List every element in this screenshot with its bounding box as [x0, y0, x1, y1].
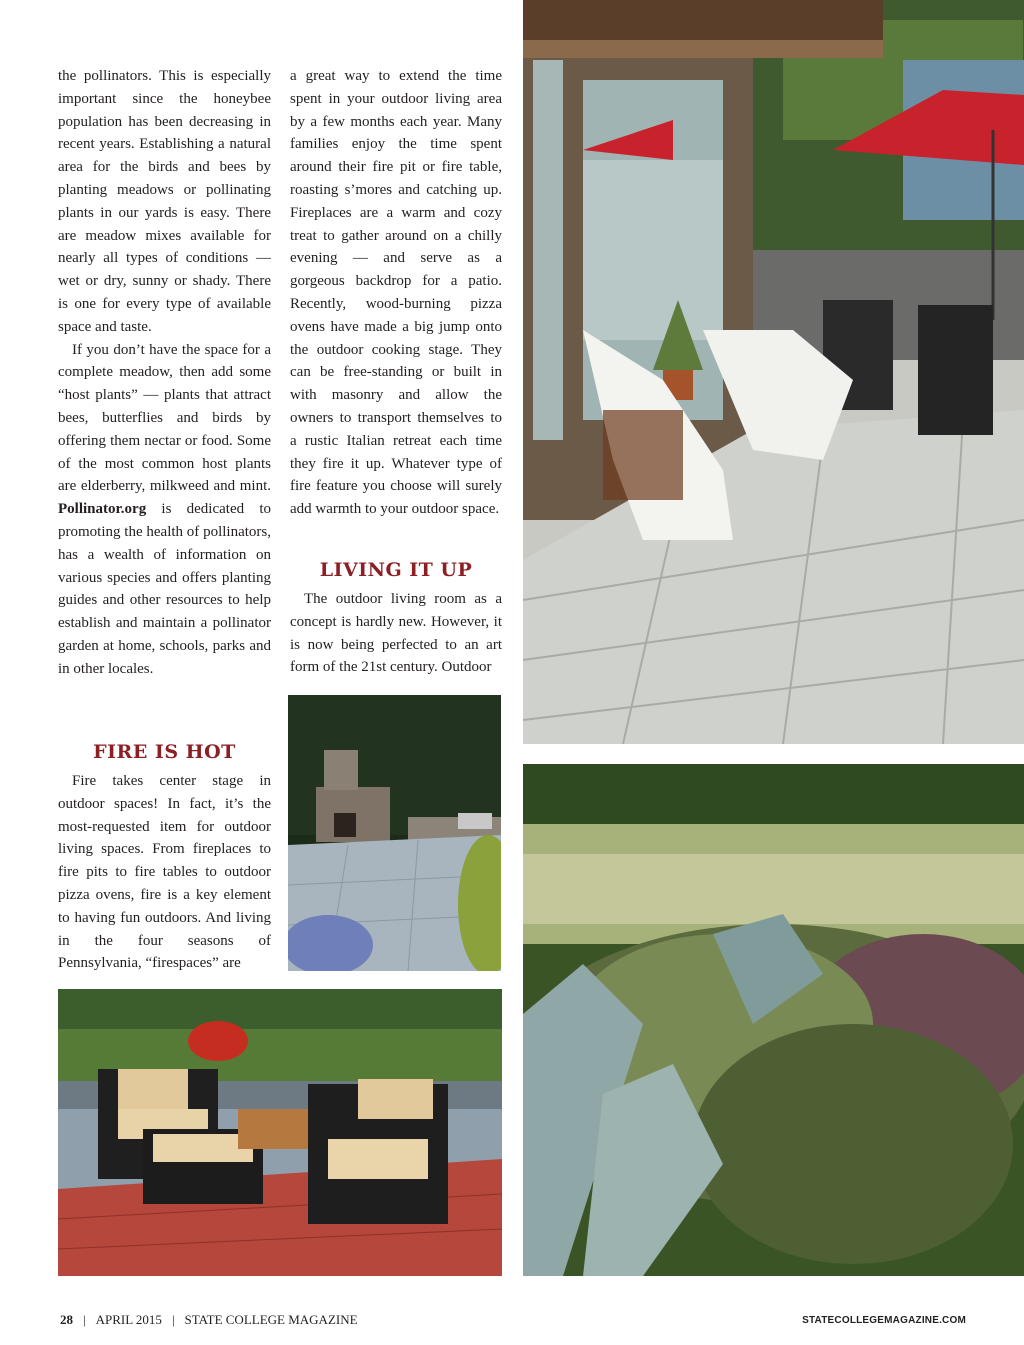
article-column-fire	[58, 770, 271, 975]
paragraph-fire: Fire takes center stage in outdoor spaces! In fact, it’s the most-requested item for outdoor living spaces. From fireplaces to fire pits to fire tables to outdoor pizza ovens, fire is a key element to having fun outdoors. And living in the four seasons of Pennsylvania, “firespaces” are	[58, 773, 271, 972]
article-column-living	[290, 588, 502, 679]
footer-separator: |	[83, 1312, 86, 1327]
magazine-name: STATE COLLEGE MAGAZINE	[184, 1312, 358, 1327]
issue-date: APRIL 2015	[95, 1312, 162, 1327]
page-number: 28	[60, 1312, 73, 1327]
heading-living-it-up: LIVING IT UP	[319, 559, 473, 581]
pollinator-org-link-text: Pollinator.org	[58, 501, 147, 518]
paragraph-fire-continued: a great way to extend the time spent in your outdoor living area by a few months each year. Many families enjoy the time spent around their fire pit or fire table, roasting s’mores and catching up. Fireplaces are a warm and cozy treat to gather around on a chilly evening — and serve as a gorgeous backdrop for a patio. Recently, wood-burning pizza ovens have made a big jump onto the outdoor cooking stage. They can be free-standing or built in with masonry and allow the owners to transport themselves to a rustic Italian retreat each time they fire it up. Whatever type of fire feature you choose will surely add warmth to your outdoor space.	[290, 68, 502, 518]
wicker-chairs-patio-photo	[58, 989, 502, 1276]
paragraph-host-plants: If you don’t have the space for a complete meadow, then add some “host plants” — plants that attract bees, butterflies and birds by offering them nectar or food. Some of the most common host plants are elderberry, milkweed and mint. Pollinator.org is dedicated to promoting the health of pollinators, has a wealth of information on various species and offers planting guides and other resources to help establish and maintain a pollinator garden at home, schools, parks and in other locales.	[58, 341, 271, 677]
website-url: STATECOLLEGEMAGAZINE.COM	[802, 1315, 966, 1326]
paragraph-pollinators: the pollinators. This is especially important since the honeybee population has been decreasing in recent years. Establishing a natural area for the birds and bees by planting meadows or pollinating plants in our yards is easy. There are meadow mixes available for nearly all types of conditions — wet or dry, sunny or shady. There is one for every type of available space and taste.	[58, 68, 271, 335]
footer-separator: |	[171, 1312, 175, 1327]
heading-fire-is-hot: FIRE IS HOT	[93, 741, 236, 763]
kale-garden-photo	[523, 764, 1024, 1276]
paragraph-living: The outdoor living room as a concept is hardly new. However, it is now being perfected to an art form of the 21st century. Outdoor	[290, 591, 502, 676]
article-column-1	[58, 65, 271, 681]
patio-butterfly-chairs-photo	[523, 0, 1024, 744]
article-column-2	[290, 65, 502, 521]
stone-fireplace-photo	[288, 695, 501, 971]
page-footer	[60, 1312, 358, 1328]
